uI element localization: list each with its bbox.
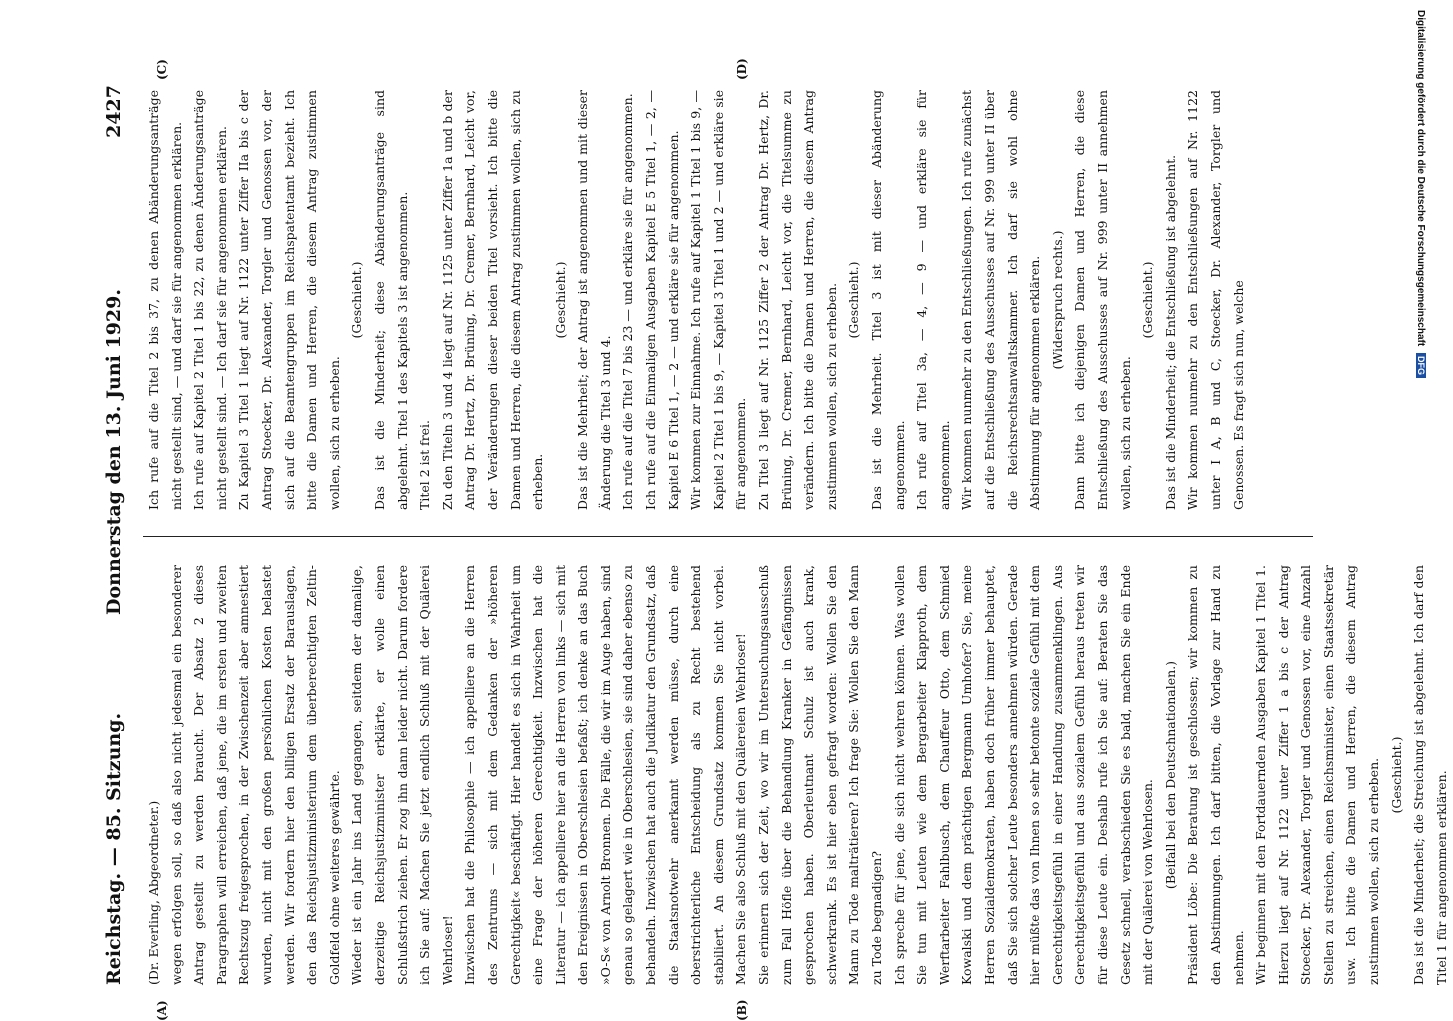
paragraph: Wir kommen zur Einnahme. Ich rufe auf Kapitel 1 Titel 1 bis 9, — Kapitel 2 Titel 1 bis 9, — Kapitel 3 Titel 1 und 2 — und erkläre sie für angenommen. xyxy=(685,90,753,510)
digitization-note xyxy=(1412,10,1426,990)
stage-note: (Beifall bei den Deutschnationalen.) xyxy=(1160,565,1183,985)
paragraph: Das ist die Minderheit; die Entschließung ist abgelehnt. xyxy=(1160,90,1183,510)
paragraph: Ich rufe auf Kapitel 2 Titel 1 bis 22, zu denen Änderungsanträge nicht gestellt sind. — Ich darf sie für angenommen erklären. xyxy=(188,90,233,510)
digitization-text-wrap xyxy=(1415,10,1426,378)
stage-note: (Geschieht.) xyxy=(1137,90,1160,510)
running-header xyxy=(95,85,135,985)
header-left: Reichstag. — 85. Sitzung. xyxy=(103,713,125,985)
paragraph: Sie erinnern sich der Zeit, wo wir im Untersuchungsausschuß zum Fall Höfle über die Behandlung Kranker in Gefängnissen gesprochen haben. Oberleutnant Schulz ist auch krank, schwerkrank. Es ist hier eben gefragt worden: Wollen Sie den Mann zu Tode malträtieren? Ich frage Sie: Wollen Sie den Mann zu Tode begnadigen? xyxy=(753,565,889,985)
margin-letter-b: (B) xyxy=(735,1000,749,1021)
paragraph: Wieder ist ein Jahr ins Land gegangen, seitdem der damalige, derzeitige Reichsjustizminister erklärte, er wolle einen Schlußstrich ziehen. Er zog ihn dann leider nicht. Darum fordere ich Sie auf: Machen Sie jetzt endlich Schluß mit der Quälerei Wehrloser! xyxy=(346,565,459,985)
paragraph: Dann bitte ich diejenigen Damen und Herren, die diese Entschließung des Ausschusses auf Nr. 999 unter II annehmen wollen, sich zu erheben. xyxy=(1069,90,1137,510)
paragraph: Ich rufe auf Titel 3a, — 4, — 9 — und erkläre sie für angenommen. xyxy=(911,90,956,510)
paragraph: Ich rufe auf die Titel 2 bis 37, zu denen Abänderungsanträge nicht gestellt sind, — und darf sie für angenommen erklären. xyxy=(143,90,188,510)
margin-letter-c: (C) xyxy=(155,59,169,80)
paragraph: Titel 2 ist frei. xyxy=(414,90,437,510)
paragraph: Ich spreche für jene, die sich nicht wehren können. Was wollen Sie tun mit Leuten wie dem Bergarbeiter Klapproth, dem Werftarbeiter Fahlbusch, dem Chauffeur Otto, dem Schmied Kowalski und dem prächtigen Bergmann Umhofer? Sie, meine Herren Sozialdemokraten, haben doch früher immer behauptet, daß Sie sich solcher Leute besonders annehmen würden. Gerade hier müßte das von Ihnen so sehr betonte soziale Gefühl mit dem Gerechtigkeitsgefühl in einer Handlung zusammenklingen. Aus Gerechtigkeitsgefühl und aus sozialem Gefühl heraus treten wir für diese Leute ein. Deshalb rufe ich Sie auf: Beraten Sie das Gesetz schnell, verabschieden Sie es bald, machen Sie ein Ende mit der Quälerei von Wehrlosen. xyxy=(889,565,1160,985)
paragraph: Das ist die Mehrheit; der Antrag ist angenommen und mit dieser Änderung die Titel 3 und 4. xyxy=(572,90,617,510)
stage-note: (Geschieht.) xyxy=(346,90,369,510)
stage-note: (Geschieht.) xyxy=(843,90,866,510)
page-number: 2427 xyxy=(103,85,125,138)
margin-letter-a: (A) xyxy=(155,1000,169,1021)
paragraph: Das ist die Minderheit; diese Abänderungsanträge sind abgelehnt. Titel 1 des Kapitels 3 ist angenommen. xyxy=(369,90,414,510)
paragraph: Wir beginnen mit den Fortdauernden Ausgaben Kapitel 1 Titel 1. Hierzu liegt auf Nr. 1122 unter Ziffer 1 a bis c der Antrag Stoecker, Dr. Alexander, Torgler und Genossen vor, eine Anzahl Stellen zu streichen, einen Reichsminister, einen Staatssekretär usw. Ich bitte die Damen und Herren, die diesem Antrag zustimmen wollen, sich zu erheben. xyxy=(1250,565,1386,985)
paragraph: Zu Titel 3 liegt auf Nr. 1125 Ziffer 2 der Antrag Dr. Hertz, Dr. Brüning, Dr. Cremer, Bernhard, Leicht vor, die Titelsumme zu verändern. Ich bitte die Damen und Herren, die diesem Antrag zustimmen wollen, sich zu erheben. xyxy=(753,90,843,510)
paragraph: Wir kommen nunmehr zu den Entschließungen. Ich rufe zunächst auf die Entschließung des Ausschusses auf Nr. 999 unter II über die Reichsrechtsanwaltskammer. Ich darf sie wohl ohne Abstimmung für angenommen erklären. xyxy=(956,90,1046,510)
paragraph: Ich rufe auf die Titel 7 bis 23 — und erkläre sie für angenommen. xyxy=(617,90,640,510)
paragraph: wegen erfolgen soll, so daß also nicht jedesmal ein besonderer Antrag gestellt zu werden braucht. Der Absatz 2 dieses Paragraphen will erreichen, daß jene, die im ersten und zweiten Rechtszug freigesprochen, in der Zwischenzeit aber amnestiert wurden, nicht mit den großen persönlichen Kosten belastet werden. Wir fordern hier den billigen Ersatz der Barauslagen, den das Reichsjustizministerium dem überberechtigten Zeltin-Goldfeld ohne weiteres gewährte. xyxy=(166,565,347,985)
paragraph: Zu den Titeln 3 und 4 liegt auf Nr. 1125 unter Ziffer 1a und b der Antrag Dr. Hertz, Dr. Brüning, Dr. Cremer, Bernhard, Leicht vor, der Veränderungen dieser beiden Titel vorsieht. Ich bitte die Damen und Herren, die diesem Antrag zustimmen wollen, sich zu erheben. xyxy=(437,90,550,510)
column-divider xyxy=(143,536,1313,537)
paragraph: Wir kommen nunmehr zu den Entschließungen auf Nr. 1122 unter I A, B und C, Stoecker, Dr. Alexander, Torgler und Genossen. Es fragt sich nun, welche xyxy=(1182,90,1250,510)
digitization-text: Digitalisierung gefördert durch die Deutsche Forschungsgemeinschaft xyxy=(1415,10,1426,346)
paragraph: Ich rufe auf die Einmaligen Ausgaben Kapitel E 5 Titel 1, — 2, — Kapitel E 6 Titel 1, — 2 — und erkläre sie für angenommen. xyxy=(640,90,685,510)
page-content xyxy=(95,85,1335,985)
speaker-line: (Dr. Everling, Abgeordneter.) xyxy=(143,565,166,985)
paragraph: Zu Kapitel 3 Titel 1 liegt auf Nr. 1122 unter Ziffer IIa bis c der Antrag Stoecker, Dr. Alexander, Torgler und Genossen vor, der sich auf die Beamtengruppen im Reichspatentamt bezieht. Ich bitte die Damen und Herren, die diesem Antrag zustimmen wollen, sich zu erheben. xyxy=(233,90,346,510)
stage-note: (Geschieht.) xyxy=(550,90,573,510)
paragraph: Das ist die Minderheit; die Streichung ist abgelehnt. Ich darf den Titel 1 für angenommen erklären. xyxy=(1408,565,1453,985)
paragraph: Präsident Löbe: Die Beratung ist geschlossen; wir kommen zu den Abstimmungen. Ich darf bitten, die Vorlage zur Hand zu nehmen. xyxy=(1182,565,1250,985)
paragraph: Inzwischen hat die Philosophie — ich appelliere an die Herren des Zentrums — sich mit dem Gedanken der »höheren Gerechtigkeit« beschäftigt. Hier handelt es sich in Wahrheit um eine Frage der höheren Gerechtigkeit. Inzwischen hat die Literatur — ich appelliere hier an die Herren von links — sich mit den Ereignissen in Oberschlesien befaßt; ich denke an das Buch »O-S« von Arnolt Bronnen. Die Fälle, die wir im Auge haben, sind genau so gelagert wie in Oberschlesien, sie sind daher ebenso zu behandeln. Inzwischen hat auch die Judikatur den Grundsatz, daß die Staatsnotwehr anerkannt werden müsse, durch eine oberstrichterliche Entscheidung als zu Recht bestehend stabiliert. An diesem Grundsatz kommen Sie nicht vorbei. Machen Sie also Schluß mit den Quälereien Wehrloser! xyxy=(459,565,753,985)
stage-note: (Widerspruch rechts.) xyxy=(1047,90,1070,510)
paragraph: Das ist die Mehrheit. Titel 3 ist mit dieser Abänderung angenommen. xyxy=(866,90,911,510)
stage-note: (Geschieht.) xyxy=(1386,565,1409,985)
header-date: Donnerstag den 13. Juni 1929. xyxy=(103,289,125,615)
dfg-logo: DFG xyxy=(1416,353,1426,378)
rotated-page-area xyxy=(95,65,1335,985)
margin-letter-d: (D) xyxy=(735,58,749,80)
left-column xyxy=(143,565,1453,985)
right-column xyxy=(143,90,1250,510)
